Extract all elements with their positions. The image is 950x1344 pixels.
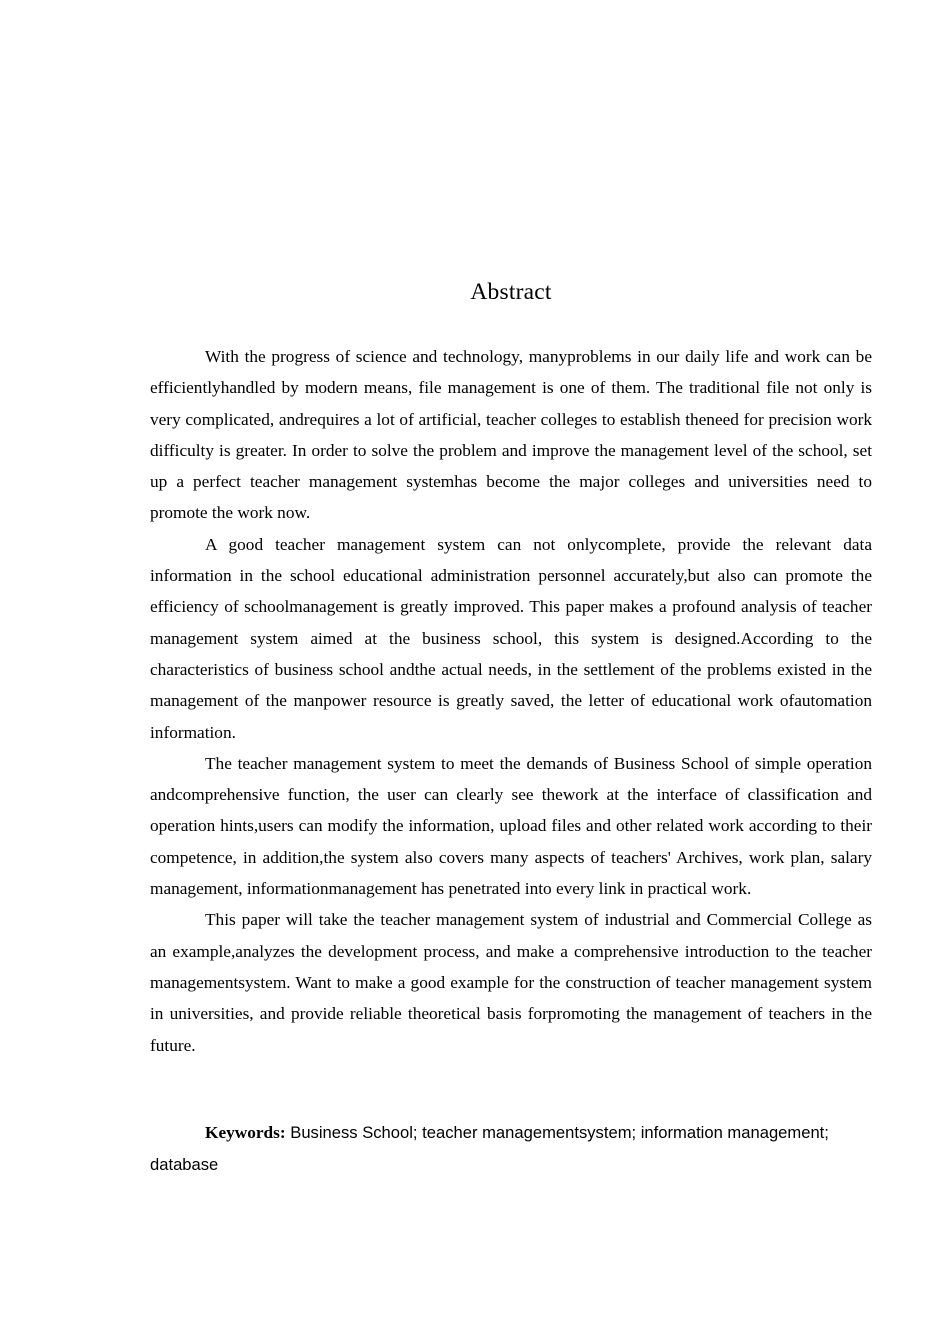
keywords-section bbox=[150, 1117, 872, 1182]
paragraph: With the progress of science and technology, manyproblems in our daily life and work can be efficientlyhandled by modern means, file management is one of them. The traditional file not only is very complicated, andrequires a lot of artificial, teacher colleges to establish theneed for precision work difficulty is greater. In order to solve the problem and improve the management level of the school, set up a perfect teacher management systemhas become the major colleges and universities need to promote the work now. bbox=[150, 347, 872, 523]
paragraph: The teacher management system to meet the demands of Business School of simple operation andcomprehensive function, the user can clearly see thework at the interface of classification and operation hints,users can modify the information, upload files and other related work according to their competence, in addition,the system also covers many aspects of teachers' Archives, work plan, salary management, informationmanagement has penetrated into every link in practical work. bbox=[150, 753, 872, 899]
paragraph: A good teacher management system can not onlycomplete, provide the relevant data information in the school educational administration personnel accurately,but also can promote the efficiency of schoolmanagement is greatly improved. This paper makes a profound analysis of teacher management system aimed at the business school, this system is designed.According to the characteristics of business school andthe actual needs, in the settlement of the problems existed in the management of the manpower resource is greatly saved, the letter of educational work ofautomation information. bbox=[150, 534, 872, 742]
keywords-value: Business School; teacher managementsystem; information management; database bbox=[150, 1123, 829, 1175]
keywords-label: Keywords: bbox=[205, 1123, 286, 1142]
page-title: Abstract bbox=[470, 279, 552, 305]
paragraph: This paper will take the teacher management system of industrial and Commercial College as an example,analyzes the development process, and make a comprehensive introduction to the teacher managementsystem. Want to make a good example for the construction of teacher management system in universities, and provide reliable theoretical basis forpromoting the management of teachers in the future. bbox=[150, 910, 872, 1055]
abstract-body bbox=[150, 341, 872, 1061]
